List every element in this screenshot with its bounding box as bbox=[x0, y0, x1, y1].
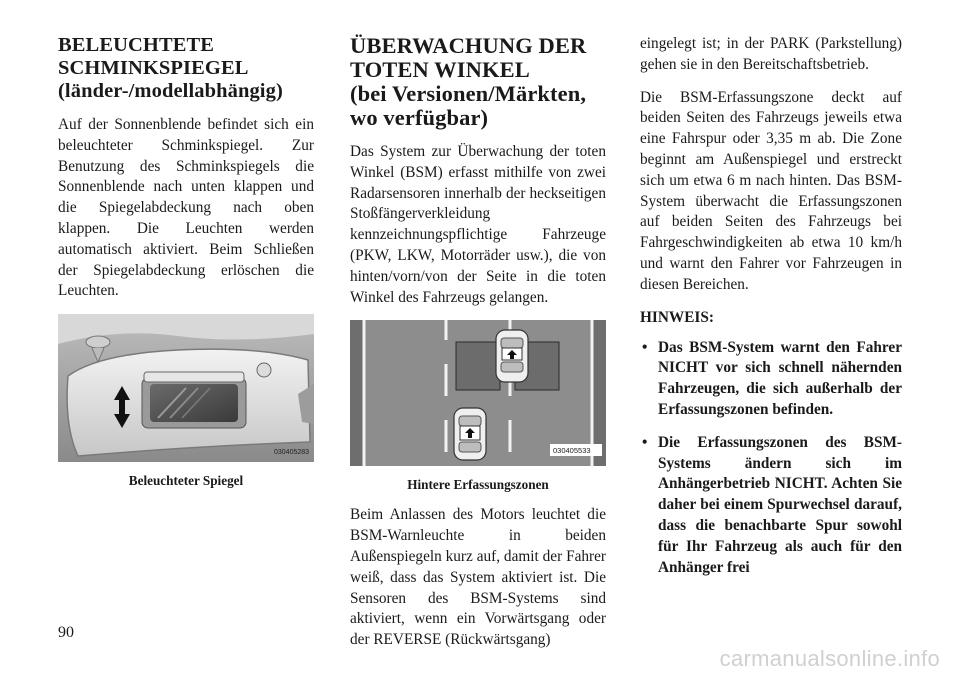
bsm-figure bbox=[350, 320, 606, 493]
note-label: HINWEIS: bbox=[640, 308, 714, 326]
bsm-intro-text: Das System zur Überwachung der toten Winkel (BSM) erfasst mithilfe von zwei Radarsensoren innerhalb der heckseitigen Stoßfängerverkleidung kennzeichnungspflichtige Fahrzeuge (PKW, LKW, Motorräder usw.), die von hinten/vorn/von der Seite in die toten Winkel des Fahrzeugs gelangen. bbox=[350, 143, 606, 306]
middle-column bbox=[350, 34, 606, 651]
park-mode-text: eingelegt ist; in der PARK (Parkstellung) gehen sie in den Bereitschaftsbetrieb. bbox=[640, 35, 902, 73]
vanity-mirror-illustration bbox=[58, 314, 314, 462]
detection-zones-illustration bbox=[350, 320, 606, 466]
rear-car-icon bbox=[454, 408, 486, 460]
mirror-body-text: Auf der Sonnenblende befindet sich ein beleuchteter Schminkspiegel. Zur Benutzung des Schminkspiegels die Sonnenblende nach unten klappen und die Spiegelabdeckung nach oben klappen. Die Leuchten werden automatisch aktiviert. Beim Schließen der Spiegelabdeckung erlöschen die Leuchten. bbox=[58, 116, 314, 300]
watermark: carmanualsonline.info bbox=[719, 646, 940, 671]
note-item: • Das BSM-System warnt den Fahrer NICHT vor sich schnell nähernden Fahrzeugen, die sich außerhalb der Erfassungszonen befinden. bbox=[640, 338, 902, 421]
page-number: 90 bbox=[58, 624, 74, 641]
mirror-figure bbox=[58, 314, 314, 489]
note-list bbox=[640, 338, 902, 579]
right-column bbox=[640, 34, 902, 590]
left-column bbox=[58, 34, 314, 489]
mirror-figure-code: 030405283 bbox=[274, 449, 310, 457]
bsm-figure-caption: Hintere Erfassungszonen bbox=[407, 477, 549, 493]
bsm-activation-text: Beim Anlassen des Motors leuchtet die BSM-Warnleuchte in beiden Außenspiegeln kurz auf, damit der Fahrer weiß, dass das System aktiviert ist. Die Sensoren des BSM-Systems sind aktiviert, wenn ein Vorwärtsgang oder der REVERSE (Rückwärtsgang) bbox=[350, 506, 606, 649]
detection-zone-text: Die BSM-Erfassungszone deckt auf beiden Seiten des Fahrzeugs jeweils etwa eine Fahrspur oder 3,35 m ab. Die Zone beginnt am Außenspiegel und erstreckt sich um etwa 6 m nach hinten. Das BSM-System überwacht die Erfassungszonen auf beiden Seiten des Fahrzeugs bei Fahrgeschwindigkeiten ab etwa 10 km/h und warnt den Fahrer vor Fahrzeugen in diesen Bereichen. bbox=[640, 88, 902, 293]
mirror-figure-caption: Beleuchteter Spiegel bbox=[128, 473, 244, 489]
section-heading-bsm: ÜBERWACHUNG DER TOTEN WINKEL (bei Versionen/Märkten, wo verfügbar) bbox=[350, 33, 587, 130]
note-item: • Die Erfassungszonen des BSM-Systems ändern sich im Anhängerbetrieb NICHT. Achten Sie daher bei einem Spurwechsel darauf, dass die benachbarte Spur sowohl für Ihr Fahrzeug als auch für den Anhänger frei bbox=[640, 433, 902, 579]
bsm-figure-code: 030405533 bbox=[553, 446, 591, 456]
front-car-icon bbox=[496, 330, 528, 382]
section-heading-mirror: BELEUCHTETE SCHMINKSPIEGEL (länder-/modellabhängig) bbox=[58, 34, 283, 102]
